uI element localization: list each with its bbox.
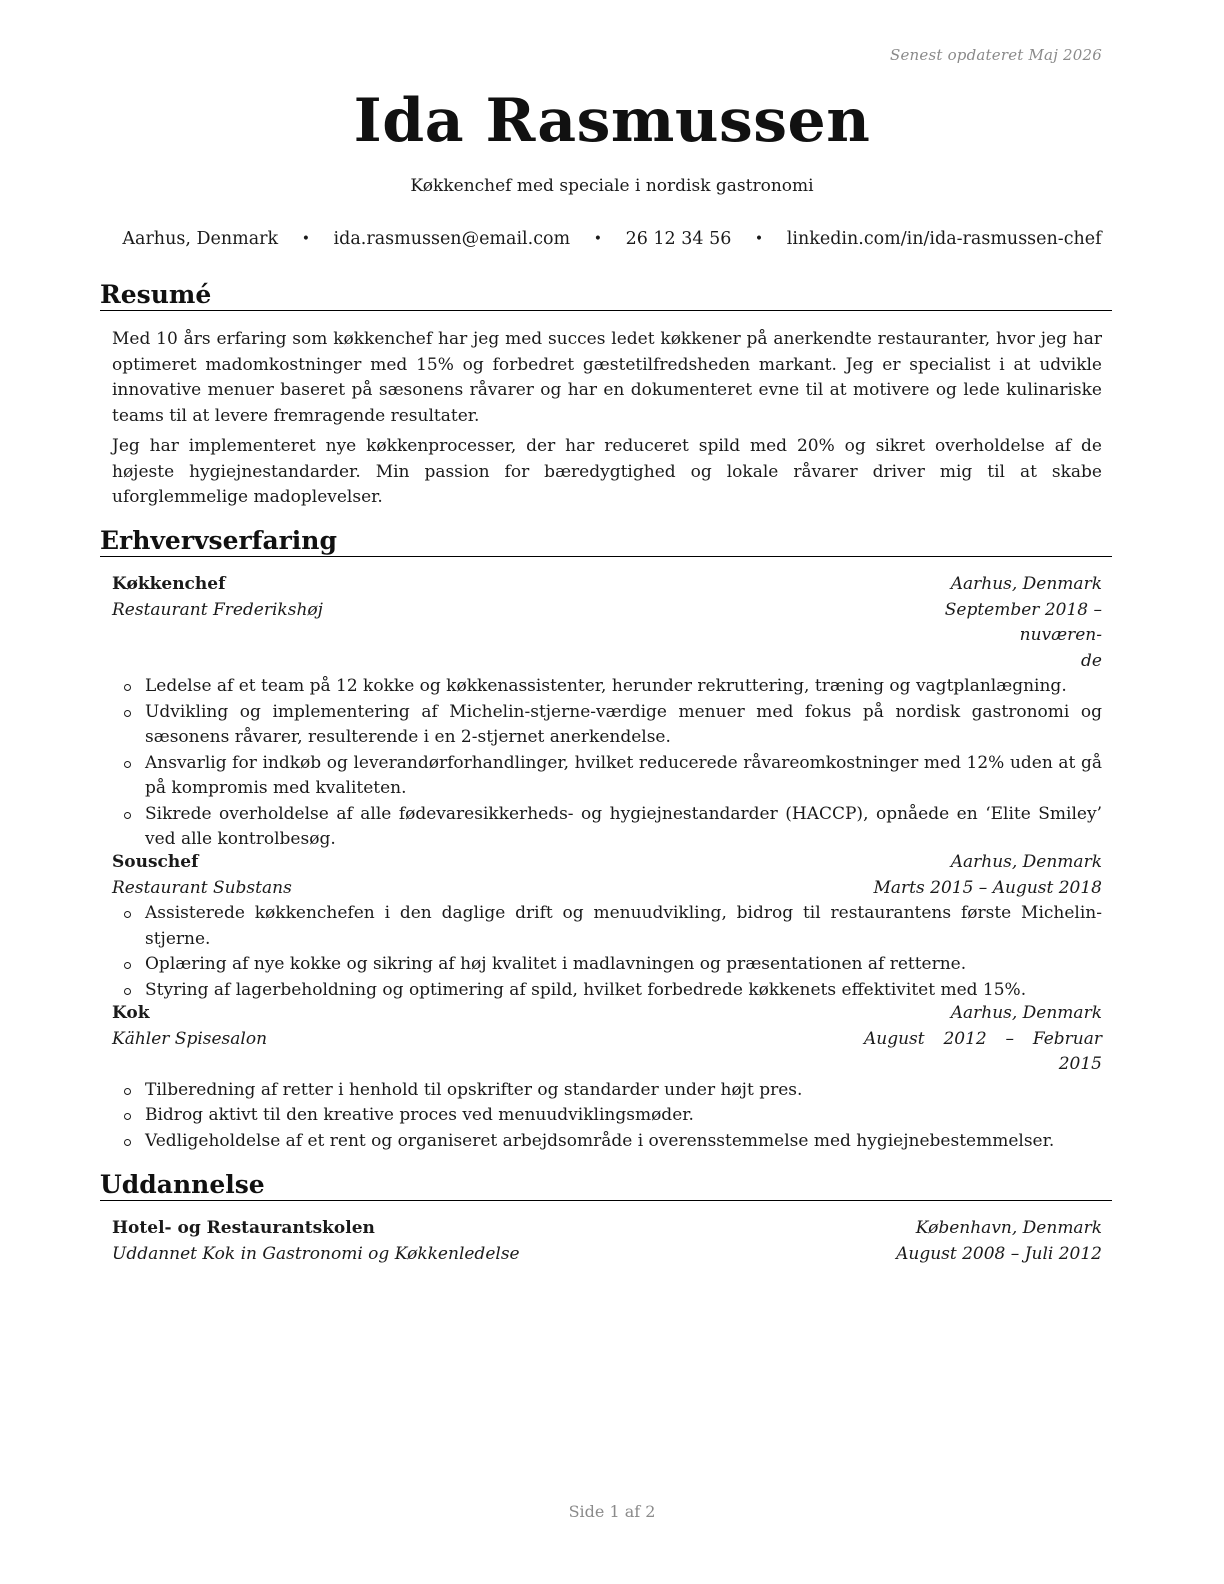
education-date: August 2008 – Juli 2012 (896, 1243, 1102, 1264)
contact-location: Aarhus, Denmark (122, 229, 279, 249)
education-entry (112, 1216, 1102, 1267)
contact-linkedin[interactable]: linkedin.com/in/ida-rasmussen-chef (786, 229, 1102, 249)
job-date: Marts 2015 – August 2018 (873, 877, 1102, 898)
job-company: Restaurant Substans (112, 877, 292, 898)
page-number: Side 1 af 2 (568, 1502, 656, 1521)
job-date: September 2018 – nuværen- de (944, 599, 1102, 671)
job-title: Køkkenchef (112, 574, 226, 594)
circle-bullet-icon (124, 1088, 131, 1095)
list-item: Bidrog aktivt til den kreative proces ved menuudviklingsmøder. (112, 1103, 1102, 1129)
section-title-education: Uddannelse (100, 1170, 1112, 1201)
list-item: Tilberedning af retter i henhold til opskrifter og standarder under højt pres. (112, 1078, 1102, 1104)
list-item: Ledelse af et team på 12 kokke og køkkenassistenter, herunder rekruttering, træning og vagtplanlægning. (112, 674, 1102, 700)
list-item: Vedligeholdelse af et rent og organiseret arbejdsområde i overensstemmelse med hygiejnebestemmelser. (112, 1129, 1102, 1155)
bullet-separator-icon: • (593, 231, 602, 247)
summary-paragraph: Jeg har implementeret nye køkkenprocesser, der har reduceret spild med 20% og sikret overholdelse af de højeste hygiejnestandarder. Min passion for bæredygtighed og lokale råvarer driver mig til at skabe uforglemmelige madoplevelser. (112, 436, 1102, 507)
list-item: Ansvarlig for indkøb og leverandørforhandlinger, hvilket reducerede råvareomkostninger med 12% uden at gå på kompromis med kvaliteten. (112, 751, 1102, 802)
job-entry (112, 1001, 1102, 1154)
section-title-summary: Resumé (100, 280, 1112, 311)
summary-paragraph: Med 10 års erfaring som køkkenchef har jeg med succes ledet køkkener på anerkendte restauranter, hvor jeg har optimeret madomkostninger med 15% og forbedret gæstetilfredsheden markant. Jeg er specialist i at udvikle innovative menuer baseret på sæsonens råvarer og har en dokumenteret evne til at motivere og lede kulinariske teams til at levere fremragende resultater. (112, 329, 1102, 426)
job-bullet-list (112, 674, 1102, 853)
candidate-subtitle: Køkkenchef med speciale i nordisk gastronomi (410, 176, 814, 196)
job-entry (112, 850, 1102, 1003)
circle-bullet-icon (124, 962, 131, 969)
job-company: Kähler Spisesalon (112, 1028, 268, 1049)
last-updated-note: Senest opdateret Maj 2026 (889, 46, 1102, 64)
bullet-separator-icon: • (754, 231, 764, 247)
list-item: Sikrede overholdelse af alle fødevaresikkerheds- og hygiejnestandarder (HACCP), opnåede en ‘Elite Smiley’ ved alle kontrolbesøg. (112, 802, 1102, 853)
list-item: Styring af lagerbeholdning og optimering af spild, hvilket forbedrede køkkenets effektivitet med 15%. (112, 978, 1102, 1004)
school-location: København, Denmark (915, 1218, 1102, 1238)
job-bullet-list (112, 1078, 1102, 1155)
circle-bullet-icon (124, 1139, 131, 1146)
contact-phone: 26 12 34 56 (625, 229, 732, 249)
circle-bullet-icon (124, 761, 131, 768)
degree-name: Uddannet Kok in Gastronomi og Køkkenledelse (112, 1243, 520, 1264)
job-entry (112, 572, 1102, 853)
list-item: Udvikling og implementering af Michelin-stjerne-værdige menuer med fokus på nordisk gastronomi og sæsonens råvarer, resulterende i en 2-stjernet anerkendelse. (112, 700, 1102, 751)
job-company: Restaurant Frederikshøj (112, 599, 323, 620)
circle-bullet-icon (124, 684, 131, 691)
list-item: Oplæring af nye kokke og sikring af høj kvalitet i madlavningen og præsentationen af retterne. (112, 952, 1102, 978)
section-title-experience: Erhvervserfaring (100, 526, 1112, 557)
circle-bullet-icon (124, 911, 131, 918)
candidate-name: Ida Rasmussen (353, 86, 871, 156)
contact-email[interactable]: ida.rasmussen@email.com (333, 229, 571, 249)
circle-bullet-icon (124, 812, 131, 819)
job-date: August 2012 – Februar 2015 (864, 1028, 1102, 1074)
list-item: Assisterede køkkenchefen i den daglige drift og menuudvikling, bidrog til restaurantens første Michelin-stjerne. (112, 901, 1102, 952)
circle-bullet-icon (124, 710, 131, 717)
job-location: Aarhus, Denmark (950, 574, 1102, 594)
circle-bullet-icon (124, 988, 131, 995)
bullet-separator-icon: • (301, 231, 310, 247)
contact-line (0, 229, 1224, 249)
circle-bullet-icon (124, 1113, 131, 1120)
job-location: Aarhus, Denmark (950, 1003, 1102, 1023)
job-title: Kok (112, 1003, 150, 1023)
job-title: Souschef (112, 852, 199, 872)
job-location: Aarhus, Denmark (950, 852, 1102, 872)
school-name: Hotel- og Restaurantskolen (112, 1218, 375, 1238)
job-bullet-list (112, 901, 1102, 1003)
